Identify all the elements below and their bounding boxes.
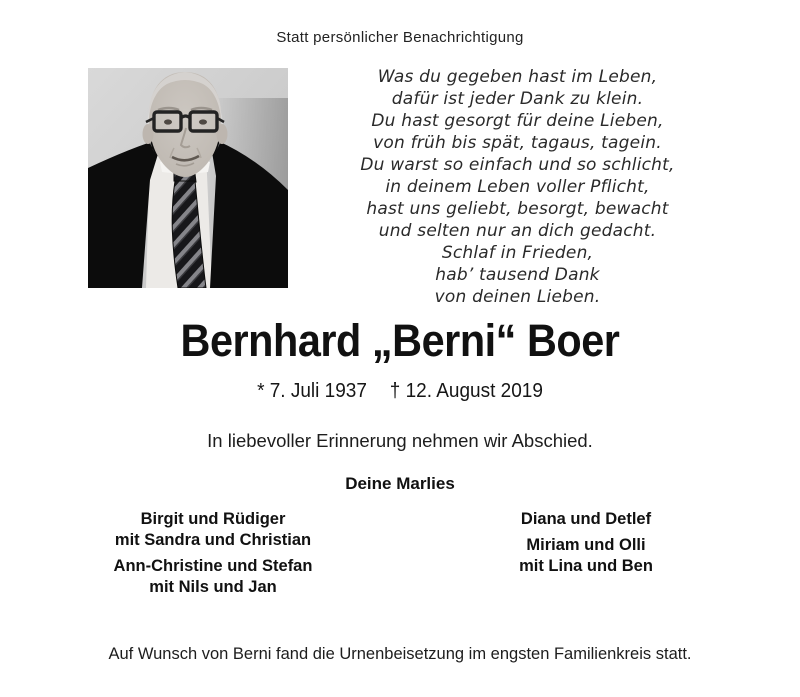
poem-line: und selten nur an dich gedacht. <box>378 221 657 241</box>
portrait-photo <box>88 68 288 288</box>
mourner-line: mit Lina und Ben <box>519 557 653 575</box>
poem-line: von deinen Lieben. <box>434 287 601 307</box>
mourners-left <box>88 509 338 598</box>
mourner-line: Diana und Detlef <box>520 510 652 528</box>
spouse-line: Deine Marlies <box>345 474 455 493</box>
ear-left <box>143 124 154 144</box>
poem-line: hast uns geliebt, besorgt, bewacht <box>366 199 669 219</box>
farewell-line: In liebevoller Erinnerung nehmen wir Abschied. <box>207 430 593 451</box>
poem-line: Du hast gesorgt für deine Lieben, <box>371 111 664 131</box>
mourner-line: Ann-Christine und Stefan <box>113 557 313 575</box>
footer-note: Auf Wunsch von Berni fand die Urnenbeisetzung im engsten Familienkreis statt. <box>108 645 692 663</box>
memorial-poem <box>345 66 690 308</box>
death-date: † 12. August 2019 <box>389 380 543 402</box>
mourner-line: Birgit und Rüdiger <box>140 510 286 528</box>
preheader-text: Statt persönlicher Benachrichtigung <box>276 29 524 46</box>
poem-line: von früh bis spät, tagaus, tagein. <box>373 133 662 153</box>
mourner-line: mit Sandra und Christian <box>114 531 312 549</box>
mourner-line: Miriam und Olli <box>526 536 646 554</box>
poem-line: in deinem Leben voller Pflicht, <box>385 177 650 197</box>
poem-line: Schlaf in Frieden, <box>441 243 594 263</box>
eye-right <box>199 119 207 124</box>
mourner-line: mit Nils und Jan <box>149 578 277 596</box>
life-dates <box>20 380 780 403</box>
mourners-right <box>461 509 711 577</box>
poem-line: Was du gegeben hast im Leben, <box>377 67 658 87</box>
poem-line: Du warst so einfach und so schlicht, <box>360 155 675 175</box>
poem-line: hab’ tausend Dank <box>435 265 600 285</box>
poem-line: dafür ist jeder Dank zu klein. <box>391 89 644 109</box>
deceased-name: Bernhard „Berni“ Boer <box>180 315 620 366</box>
birth-date: * 7. Juli 1937 <box>257 380 367 402</box>
portrait-photo-illustration <box>88 68 288 288</box>
eye-left <box>164 119 172 124</box>
